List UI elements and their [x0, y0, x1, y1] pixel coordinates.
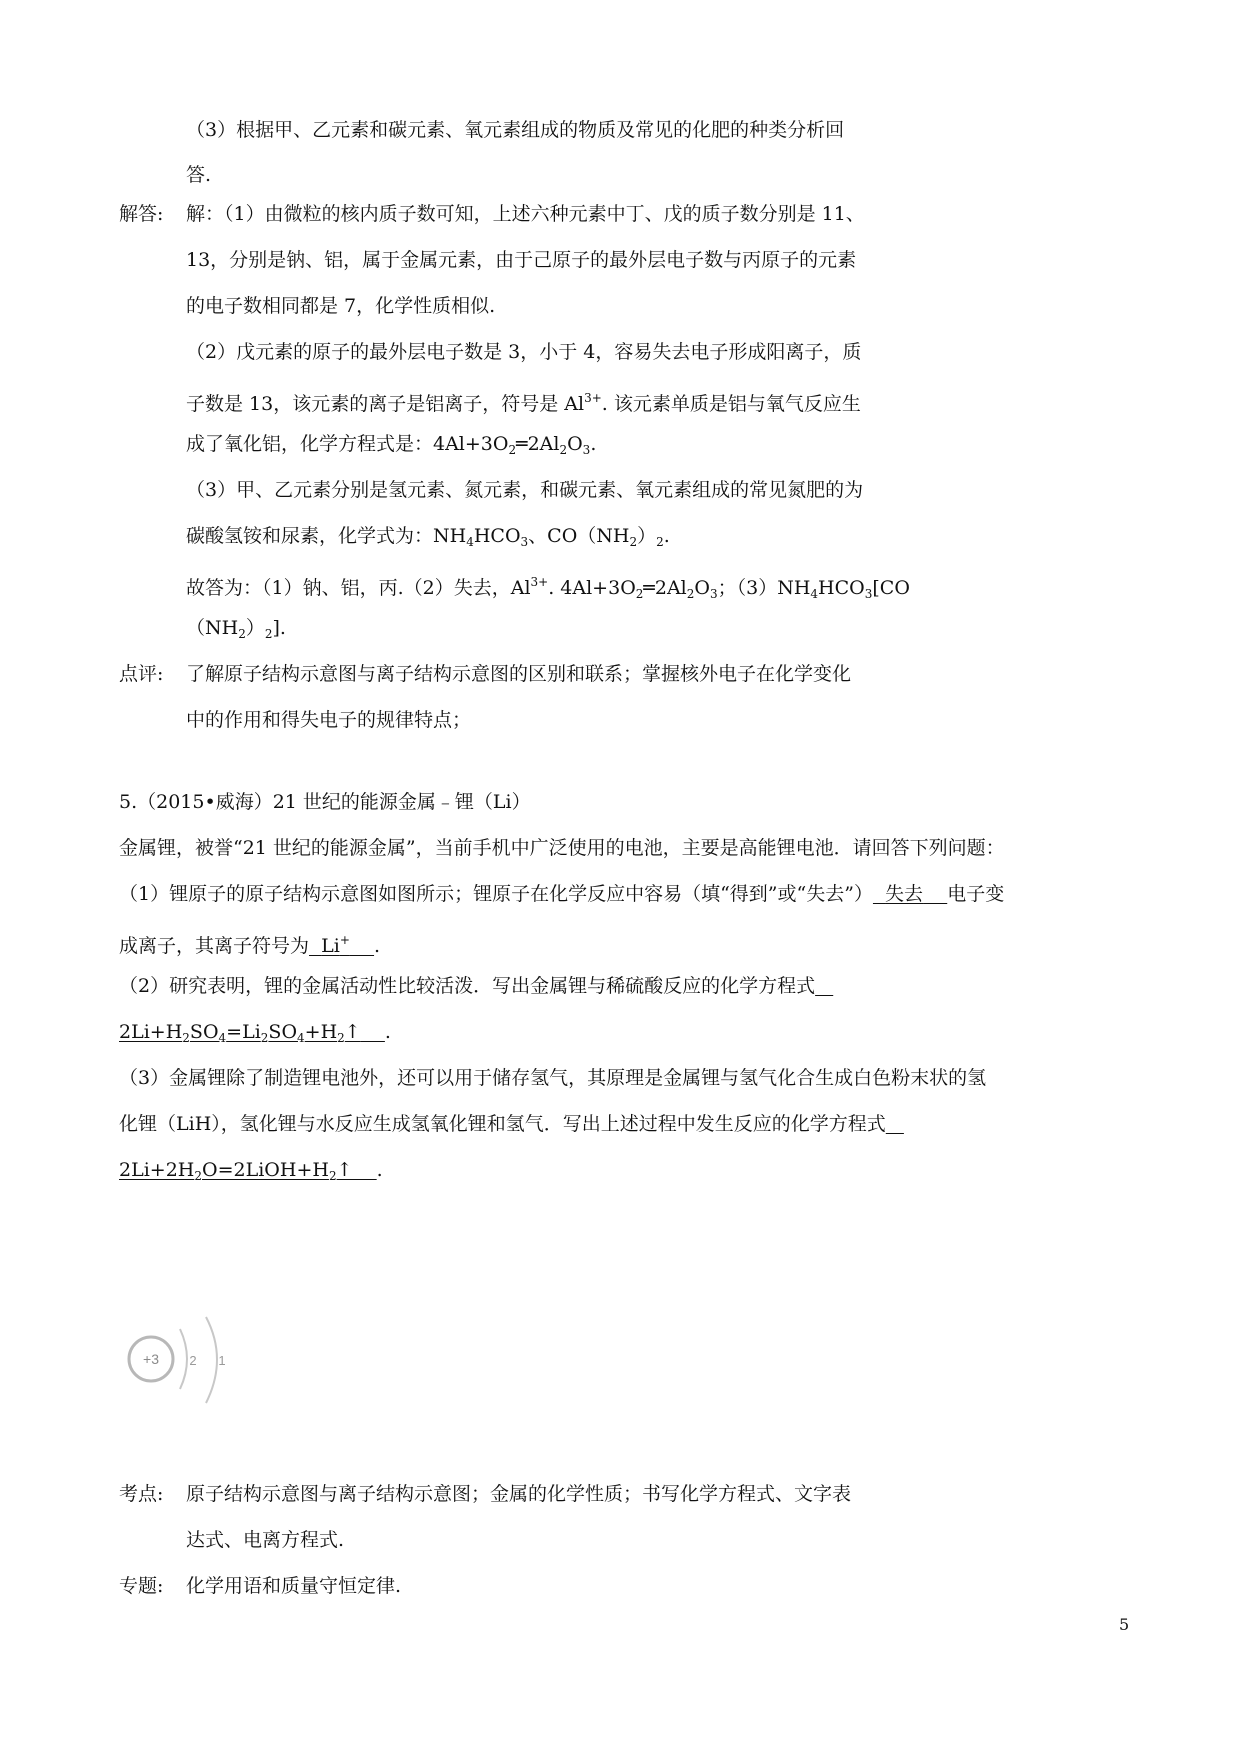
question-5-part3-cont: 化锂（LiH），氢化锂与水反应生成氢氧化锂和氢气．写出上述过程中发生反应的化学方程式: [119, 1113, 886, 1135]
kaodian-line-2: 达式、电离方程式.: [186, 1529, 345, 1551]
equation-2: $2Li+2H_2O=2LiOH+H_2↑$ .: [119, 1159, 383, 1183]
question-5-intro: 金属锂，被誉“21 世纪的能源金属”，当前手机中广泛使用的电池，主要是高能锂电池．请回答下列问题：: [119, 837, 1005, 859]
answer-line-9: 故答为：（1）钠、铝，丙.（2）失去，$Al^{3+}$. $4Al+3O_2═2Al_2O_3$；$(3)NH_4HCO_3[CO$: [186, 575, 910, 601]
answer-line-2: 13，分别是钠、铝，属于金属元素，由于己原子的最外层电子数与丙原子的元素: [186, 249, 857, 271]
zhuanti-label: 专题:: [119, 1575, 164, 1597]
question-5-part3: （3）金属锂除了制造锂电池外，还可以用于储存氢气，其原理是金属锂与氢气化合生成白色粉末状的氢: [119, 1067, 987, 1089]
analysis-p3-line1: （3）根据甲、乙元素和碳元素、氧元素组成的物质及常见的化肥的种类分析回: [186, 119, 845, 141]
comment-label: 点评:: [119, 663, 164, 685]
answer-line-7: （3）甲、乙元素分别是氢元素、氮元素，和碳元素、氧元素组成的常见氮肥的为: [186, 479, 864, 501]
equation-1: $2Li+H_2SO_4=Li_2SO_4+H_2↑$ .: [119, 1021, 391, 1045]
answer-blank-2: Li+: [321, 933, 350, 957]
kaodian-label: 考点:: [119, 1483, 164, 1505]
answer-blank-1: 失去: [885, 883, 924, 905]
answer-line-10: $(NH_2)_2$].: [186, 617, 286, 641]
answer-line-3: 的电子数相同都是 7，化学性质相似.: [186, 295, 496, 317]
analysis-p3-line2: 答.: [186, 164, 212, 186]
answer-line-6: 成了氧化铝，化学方程式是：$4Al+3O_2═2Al_2O_3$.: [186, 433, 597, 457]
electron-shell-1: [180, 1329, 187, 1389]
answer-line-5: 子数是 13，该元素的离子是铝离子，符号是 $Al^{3+}$. 该元素单质是铝与氧气反应生: [186, 391, 861, 415]
answer-line-8: 碳酸氢铵和尿素，化学式为：$NH_4HCO_3$、$CO(NH_2)_2$.: [186, 525, 670, 549]
answer-line-1: 解：（1）由微粒的核内质子数可知，上述六种元素中丁、戊的质子数分别是 11、: [186, 203, 865, 225]
answer-label: 解答:: [119, 203, 164, 225]
question-5-part1-cont: 成离子，其离子符号为 Li+ .: [119, 933, 381, 957]
answer-blank-3: $2Li+H_2SO_4=Li_2SO_4+H_2↑$: [119, 1021, 361, 1045]
shell-1-electrons: 2: [189, 1353, 197, 1368]
comment-line-2: 中的作用和得失电子的规律特点；: [186, 709, 472, 731]
shell-2-electrons: 1: [218, 1353, 226, 1368]
page-number: 5: [1119, 1615, 1130, 1634]
answer-blank-4: $2Li+2H_2O=2LiOH+H_2↑$: [119, 1159, 353, 1183]
answer-line-4: （2）戊元素的原子的最外层电子数是 3，小于 4，容易失去电子形成阳离子，质: [186, 341, 862, 363]
electron-shell-2: [206, 1317, 217, 1403]
nucleus-charge: +3: [143, 1351, 159, 1367]
zhuanti-line-1: 化学用语和质量守恒定律.: [186, 1575, 402, 1597]
lithium-atom-diagram: [118, 1307, 238, 1417]
question-5-part2: （2）研究表明，锂的金属活动性比较活泼．写出金属锂与稀硫酸反应的化学方程式: [119, 975, 816, 997]
comment-line-1: 了解原子结构示意图与离子结构示意图的区别和联系；掌握核外电子在化学变化: [186, 663, 852, 685]
kaodian-line-1: 原子结构示意图与离子结构示意图；金属的化学性质；书写化学方程式、文字表: [186, 1483, 852, 1505]
question-5-title: 5.（2015•威海）21 世纪的能源金属﹣锂（Li）: [119, 791, 531, 813]
question-5-part1: （1）锂原子的原子结构示意图如图所示；锂原子在化学反应中容易（填“得到”或“失去”） 失去 电子变: [119, 883, 1005, 905]
